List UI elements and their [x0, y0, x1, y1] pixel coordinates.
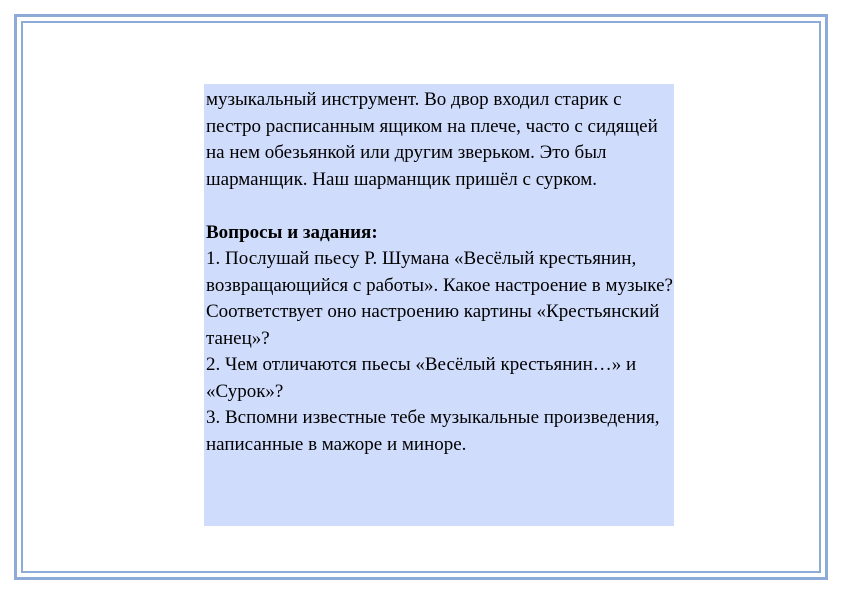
paragraph-spacer	[206, 193, 674, 220]
task-item-3: 3. Вспомни известные тебе музыкальные произведения, написанные в мажоре и миноре.	[206, 407, 660, 455]
task-item-2: 2. Чем отличаются пьесы «Весёлый крестьянин…» и «Сурок»?	[206, 354, 637, 402]
intro-paragraph: музыкальный инструмент. Во двор входил старик с пестро расписанным ящиком на плече, часто с сидящей на нем обезьянкой или другим зверьком. Это был шарманщик. Наш шарманщик пришёл с сурком.	[206, 89, 658, 190]
task-item-1: 1. Послушай пьесу Р. Шумана «Весёлый крестьянин, возвращающийся с работы». Какое настроение в музыке? Соответствует оно настроению картины «Крестьянский танец»?	[206, 248, 673, 349]
questions-heading: Вопросы и задания:	[206, 221, 378, 243]
text-box	[204, 84, 674, 526]
